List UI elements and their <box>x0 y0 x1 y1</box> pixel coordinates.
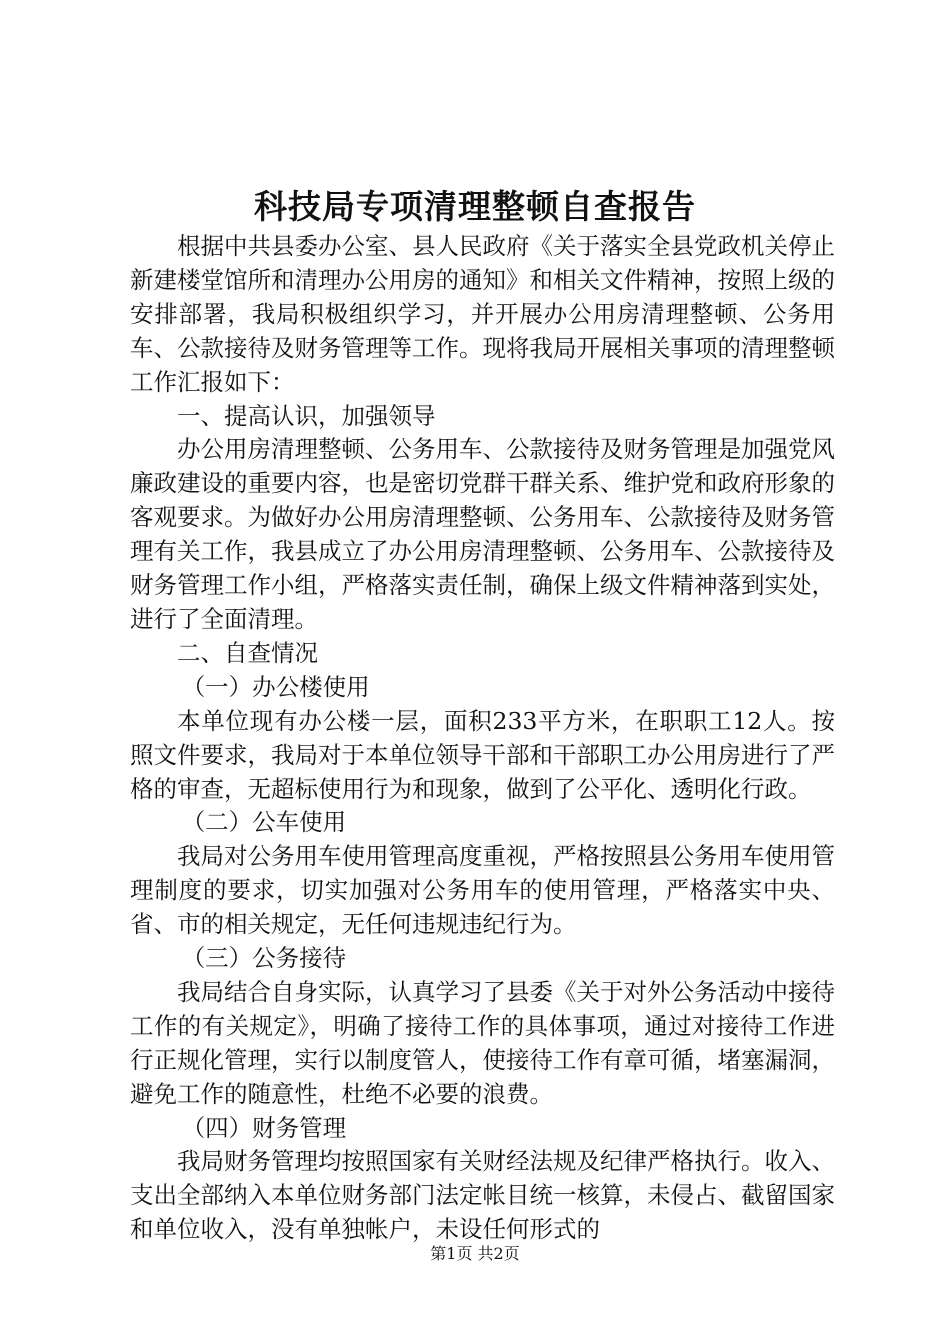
subsection-heading: （三）公务接待 <box>181 944 347 973</box>
section-heading: 二、自查情况 <box>177 638 318 667</box>
paragraph: 本单位现有办公楼一层，面积233平方米，在职职工12人。按照文件要求，我局对于本单位领导干部和干部职工办公用房进行了严格的审查，无超标使用行为和现象，做到了公平化、透明化行政。 <box>130 706 835 803</box>
paragraph-intro: 根据中共县委办公室、县人民政府《关于落实全县党政机关停止新建楼堂馆所和清理办公用房的通知》和相关文件精神，按照上级的安排部署，我局积极组织学习，并开展办公用房清理整顿、公务用车、公款接待及财务管理等工作。现将我局开展相关事项的清理整顿工作汇报如下： <box>130 232 835 396</box>
subsection-heading: （一）办公楼使用 <box>181 672 370 701</box>
page-number-footer: 第1页 共2页 <box>430 1244 520 1263</box>
section-heading: 一、提高认识，加强领导 <box>177 401 436 430</box>
paragraph: 我局财务管理均按照国家有关财经法规及纪律严格执行。收入、支出全部纳入本单位财务部门法定帐目统一核算，未侵占、截留国家和单位收入，没有单独帐户，未设任何形式的 <box>130 1147 835 1244</box>
document-title: 科技局专项清理整顿自查报告 <box>254 187 696 226</box>
subsection-heading: （四）财务管理 <box>181 1113 347 1142</box>
document-body <box>130 230 835 1247</box>
subsection-heading: （二）公车使用 <box>181 808 347 837</box>
paragraph: 我局结合自身实际，认真学习了县委《关于对外公务活动中接待工作的有关规定》，明确了接待工作的具体事项，通过对接待工作进行正规化管理，实行以制度管人，使接待工作有章可循，堵塞漏洞，避免工作的随意性，杜绝不必要的浪费。 <box>130 977 835 1108</box>
paragraph: 我局对公务用车使用管理高度重视，严格按照县公务用车使用管理制度的要求，切实加强对公务用车的使用管理，严格落实中央、省、市的相关规定，无任何违规违纪行为。 <box>130 842 835 939</box>
paragraph: 办公用房清理整顿、公务用车、公款接待及财务管理是加强党风廉政建设的重要内容，也是密切党群干群关系、维护党和政府形象的客观要求。为做好办公用房清理整顿、公务用车、公款接待及财务管理有关工作，我县成立了办公用房清理整顿、公务用车、公款接待及财务管理工作小组，严格落实责任制，确保上级文件精神落到实处，进行了全面清理。 <box>130 435 835 633</box>
